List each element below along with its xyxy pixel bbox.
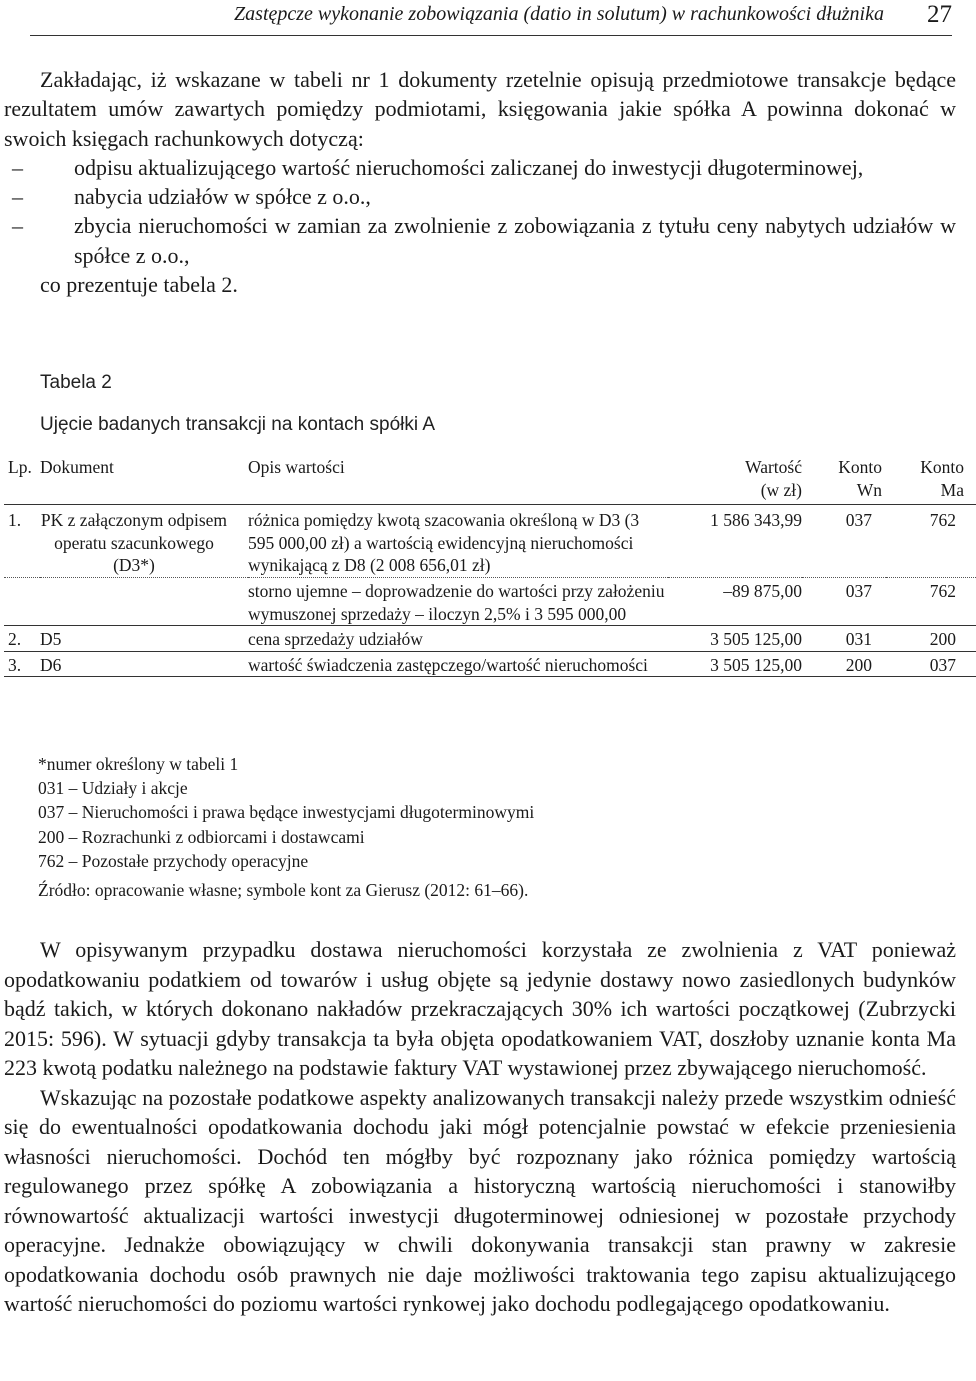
intro-bullet-list bbox=[4, 153, 956, 270]
header-value bbox=[668, 456, 802, 505]
body-text bbox=[4, 935, 956, 1319]
table-row bbox=[4, 577, 976, 625]
header-ma-line2: Ma bbox=[940, 479, 964, 500]
dash-bullet: – bbox=[12, 184, 23, 210]
cell-value: 3 505 125,00 bbox=[668, 626, 802, 652]
cell-value: 1 586 343,99 bbox=[668, 505, 802, 578]
list-item bbox=[4, 182, 956, 211]
table-row bbox=[4, 505, 976, 578]
cell-lp: 1. bbox=[4, 505, 40, 578]
cell-description: cena sprzedaży udziałów bbox=[248, 626, 668, 652]
list-item-text: odpisu aktualizującego wartość nieruchomości zaliczanej do inwestycji długoterminowej, bbox=[74, 154, 864, 180]
table-note: 200 – Rozrachunki z odbiorcami i dostawcami bbox=[38, 826, 365, 847]
cell-description: różnica pomiędzy kwotą szacowania określoną w D3 (3 595 000,00 zł) a wartością ewidencyjną nieruchomości wynikającą z D8 (2 008 656,01 zł) bbox=[248, 505, 668, 578]
cell-document: D6 bbox=[40, 651, 248, 677]
cell-lp bbox=[4, 577, 40, 625]
running-title: Zastępcze wykonanie zobowiązania (datio in solutum) w rachunkowości dłużnika bbox=[234, 3, 884, 25]
intro-paragraph: Zakładając, iż wskazane w tabeli nr 1 dokumenty rzetelnie opisują przedmiotowe transakcje będące rezultatem umów zawartych pomiędzy podmiotami, księgowania jakie spółka A powinna dokonać w swoich księgach rachunkowych dotyczą: bbox=[4, 67, 956, 151]
header-document: Dokument bbox=[40, 457, 114, 477]
header-ma-line1: Konto bbox=[920, 457, 964, 477]
cell-description: wartość świadczenia zastępczego/wartość nieruchomości bbox=[248, 651, 668, 677]
running-header bbox=[0, 0, 960, 40]
table-header-row bbox=[4, 456, 976, 505]
header-description: Opis wartości bbox=[248, 457, 345, 477]
cell-document bbox=[40, 505, 248, 578]
header-wn-line1: Konto bbox=[838, 457, 882, 477]
header-rule bbox=[30, 35, 952, 36]
accounting-table bbox=[4, 456, 964, 677]
cell-wn: 037 bbox=[802, 505, 886, 578]
list-item-text: nabycia udziałów w spółce z o.o., bbox=[74, 184, 371, 210]
table-note: 762 – Pozostałe przychody operacyjne bbox=[38, 850, 309, 871]
dash-bullet: – bbox=[12, 154, 23, 180]
table-title: Ujęcie badanych transakcji na kontach spółki A bbox=[40, 414, 436, 435]
body-paragraph: Wskazując na pozostałe podatkowe aspekty analizowanych transakcji należy przede wszystkim odnieść się do ewentualności opodatkowania dochodu jaki mógł potencjalnie powstać w efekcie przeniesienia własności nieruchomości. Dochód ten mógłby być rozpoznany jako różnica pomiędzy wartością regulowanego przez spółkę A zobowiązania a historyczną wartością nieruchomości i stanowiłby równowartość aktualizacji wartości inwestycji długoterminowej odniesionej w pozostałe przychody operacyjne. Jednakże obowiązujący w chwili dokonywania transakcji stan prawny w zakresie opodatkowania dochodu osób prawnych nie daje możliwości traktowania tego zapisu aktualizującego wartość nieruchomości do poziomu wartości rynkowej jako dochodu podlegającego opodatkowaniu. bbox=[4, 1084, 956, 1316]
header-wn-line2: Wn bbox=[856, 479, 882, 500]
intro-section bbox=[4, 65, 956, 299]
cell-ma: 762 bbox=[886, 505, 976, 578]
table-row bbox=[4, 651, 976, 677]
list-item bbox=[4, 153, 956, 182]
table-row bbox=[4, 626, 976, 652]
cell-ma: 200 bbox=[886, 626, 976, 652]
cell-wn: 200 bbox=[802, 651, 886, 677]
header-value-line2: (w zł) bbox=[760, 479, 802, 500]
cell-lp: 3. bbox=[4, 651, 40, 677]
cell-document bbox=[40, 577, 248, 625]
cell-ma: 037 bbox=[886, 651, 976, 677]
cell-value: 3 505 125,00 bbox=[668, 651, 802, 677]
dash-bullet: – bbox=[12, 213, 23, 239]
header-wn bbox=[802, 456, 886, 505]
table-note: 037 – Nieruchomości i prawa będące inwestycjami długoterminowymi bbox=[38, 802, 535, 823]
header-ma bbox=[886, 456, 976, 505]
table-note: *numer określony w tabeli 1 bbox=[38, 754, 239, 774]
table-note: 031 – Udziały i akcje bbox=[38, 778, 188, 799]
body-paragraph: W opisywanym przypadku dostawa nieruchomości korzystała ze zwolnienia z VAT ponieważ opodatkowaniu podatkiem od towarów i usług objęte są jedynie dostawy nowo zasiedlonych budynków bądź takich, w których dokonano nakładów przekraczających 30% ich wartości początkowej (Zubrzycki 2015: 596). W sytuacji gdyby transakcja ta była objęta opodatkowaniem VAT, doszłoby uznanie konta Ma 223 kwotą podatku należnego na podstawie faktury VAT wystawionej przez zbywającego nieruchomość. bbox=[4, 937, 956, 1080]
table-source: Źródło: opracowanie własne; symbole kont za Gierusz (2012: 61–66). bbox=[38, 880, 529, 900]
cell-ma: 762 bbox=[886, 577, 976, 625]
document-text: PK z załączonym odpisem operatu szacunkowego (D3*) bbox=[40, 510, 228, 576]
header-value-line1: Wartość bbox=[745, 457, 802, 477]
header-lp: Lp. bbox=[8, 457, 32, 477]
cell-lp: 2. bbox=[4, 626, 40, 652]
cell-wn: 037 bbox=[802, 577, 886, 625]
cell-document: D5 bbox=[40, 626, 248, 652]
page-number: 27 bbox=[927, 1, 952, 28]
cell-wn: 031 bbox=[802, 626, 886, 652]
intro-closing: co prezentuje tabela 2. bbox=[40, 272, 238, 298]
table-label: Tabela 2 bbox=[40, 372, 112, 393]
cell-description: storno ujemne – doprowadzenie do wartości przy założeniu wymuszonej sprzedaży – iloczyn 2,5% i 3 595 000,00 bbox=[248, 577, 668, 625]
list-item-text: zbycia nieruchomości w zamian za zwolnienie z zobowiązania z tytułu ceny nabytych udziałów w spółce z o.o., bbox=[74, 213, 956, 268]
table-notes bbox=[38, 752, 534, 873]
cell-value: –89 875,00 bbox=[668, 577, 802, 625]
list-item bbox=[4, 211, 956, 270]
